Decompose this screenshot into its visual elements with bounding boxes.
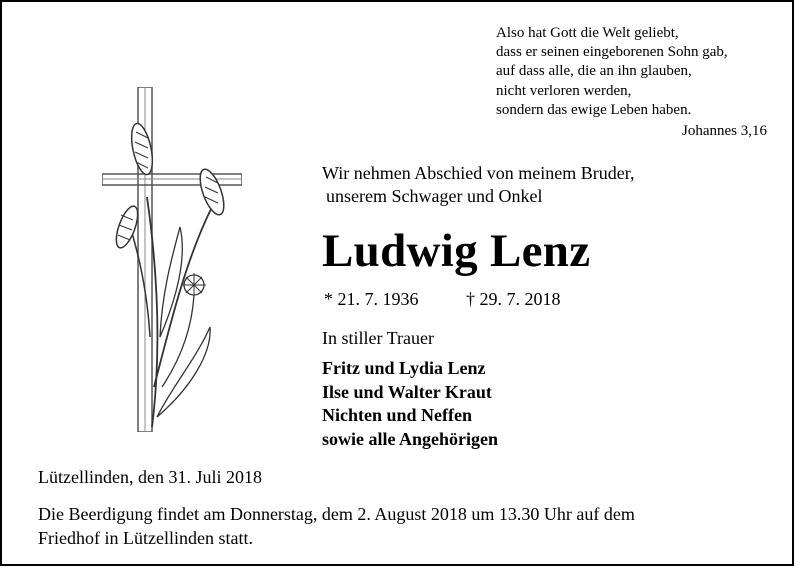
mourning-phrase: In stiller Trauer (322, 328, 434, 348)
intro-line-1: Wir nehmen Abschied von meinem Bruder, (322, 163, 635, 183)
mourner-entry: Ilse und Walter Kraut (322, 381, 492, 402)
mourner-entry: Fritz und Lydia Lenz (322, 358, 486, 378)
verse-line: nicht verloren werden, (496, 82, 632, 99)
death-date: † 29. 7. 2018 (466, 289, 561, 309)
cross-with-wheat-icon (102, 87, 242, 432)
verse-line: dass er seinen eingeborenen Sohn gab, (496, 44, 728, 61)
life-dates (324, 289, 561, 310)
deceased-name: Ludwig Lenz (322, 225, 591, 277)
intro-line-2: unserem Schwager und Onkel (326, 186, 543, 206)
mourner-entry: Nichten und Neffen (322, 405, 473, 425)
place-and-date: Lützellinden, den 31. Juli 2018 (38, 467, 262, 487)
farewell-intro (322, 162, 634, 208)
mourners-list (322, 357, 498, 451)
funeral-info (38, 502, 758, 550)
funeral-line-2: Friedhof in Lützellinden statt. (38, 528, 253, 548)
verse-reference: Johannes 3,16 (682, 123, 767, 139)
bible-verse (496, 24, 786, 120)
birth-date: * 21. 7. 1936 (324, 289, 419, 309)
verse-line: sondern das ewige Leben haben. (496, 101, 692, 118)
verse-line: Also hat Gott die Welt geliebt, (496, 25, 679, 41)
verse-line: auf dass alle, die an ihn glauben, (496, 63, 692, 80)
funeral-line-1: Die Beerdigung findet am Donnerstag, dem 2. August 2018 um 13.30 Uhr auf dem (38, 504, 635, 524)
mourner-entry: sowie alle Angehörigen (322, 428, 498, 449)
